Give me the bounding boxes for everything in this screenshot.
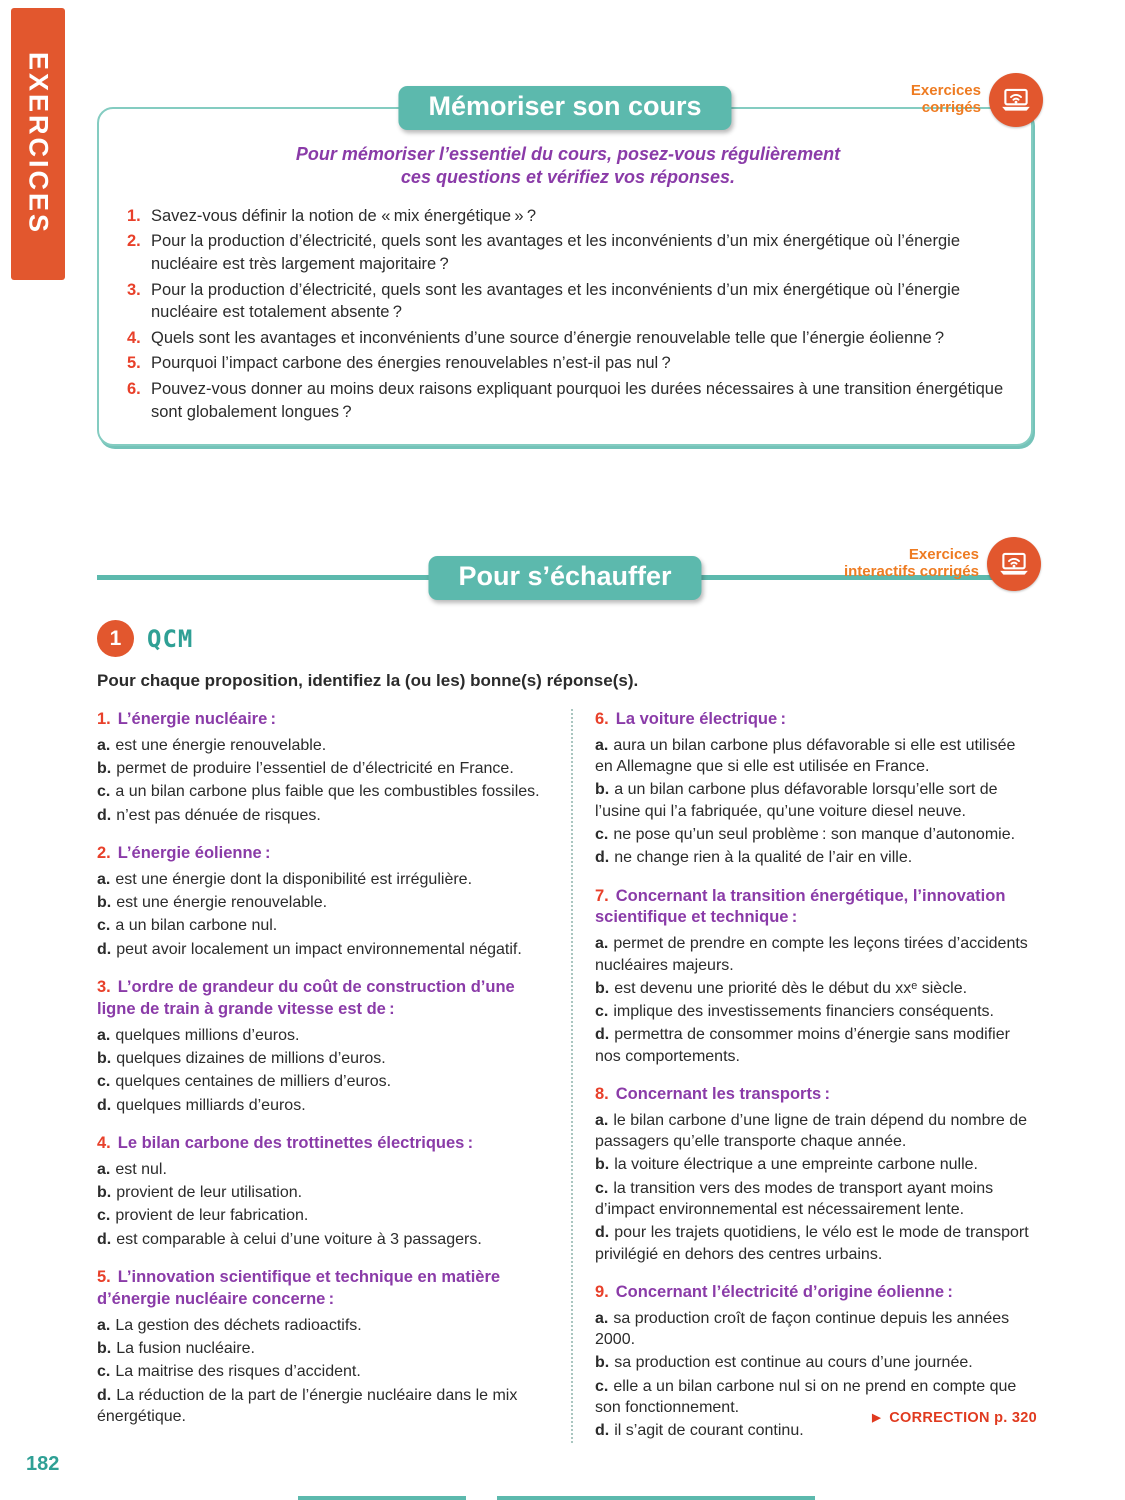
qcm-question-heading: L’énergie éolienne :	[117, 844, 271, 862]
question-text: Pour la production d’électricité, quels sont les avantages et les inconvénients d’un mix énergétique où l’énergie nucléaire est très largement majoritaire ?	[151, 232, 960, 273]
qcm-option-letter: a.	[97, 1026, 111, 1044]
qcm-option-text: La maitrise des risques d’accident.	[115, 1363, 361, 1381]
qcm-question	[97, 1267, 551, 1427]
qcm-question	[595, 709, 1035, 869]
question-number: 6.	[127, 379, 141, 398]
qcm-option	[97, 1361, 551, 1382]
qcm-question	[97, 709, 551, 826]
qcm-option-letter: c.	[97, 1363, 111, 1381]
qcm-option-text: a un bilan carbone plus défavorable lorsqu’elle sort de l’usine qui l’a fabriquée, qu’une voiture diesel neuve.	[595, 781, 998, 820]
qcm-option	[97, 1071, 551, 1092]
qcm-option-text: le bilan carbone d’une ligne de train dépend du nombre de passagers qu’elle transporte chaque année.	[595, 1111, 1027, 1151]
qcm-option-text: provient de leur fabrication.	[115, 1207, 309, 1225]
qcm-option-letter: a.	[97, 1316, 111, 1334]
qcm-question-heading: L’énergie nucléaire :	[117, 710, 277, 728]
memoriser-box	[97, 107, 1033, 446]
qcm-header	[97, 620, 1035, 657]
exercices-sidebar-tab	[11, 8, 65, 280]
page-number: 182	[26, 1453, 60, 1475]
memoriser-title: Mémoriser son cours	[428, 91, 702, 121]
qcm-option-letter: d.	[97, 806, 112, 824]
qcm-option	[97, 1315, 551, 1336]
memo-questions	[127, 205, 1009, 423]
qcm-question-heading: Concernant la transition énergétique, l’innovation scientifique et technique :	[595, 886, 1006, 927]
exercices-interactifs-badge	[844, 537, 1041, 591]
qcm-option	[595, 1001, 1035, 1022]
laptop-wifi-icon	[989, 73, 1043, 127]
qcm-option-text: implique des investissements financiers conséquents.	[613, 1003, 994, 1021]
qcm-option-letter: c.	[97, 783, 111, 801]
qcm-question-number: 1.	[97, 710, 111, 728]
qcm-option-letter: d.	[97, 1386, 112, 1404]
memo-question	[127, 327, 1009, 350]
qcm-question-title	[97, 843, 551, 865]
question-number: 3.	[127, 280, 141, 299]
qcm-question-number: 9.	[595, 1282, 609, 1301]
qcm-option-letter: b.	[595, 1354, 610, 1372]
qcm-question-title	[595, 1084, 1035, 1106]
qcm-option	[595, 978, 1035, 999]
echauffer-title: Pour s’échauffer	[458, 561, 672, 591]
qcm-option	[595, 1308, 1035, 1351]
qcm-question	[595, 886, 1035, 1067]
qcm-option	[595, 735, 1035, 778]
memo-question	[127, 378, 1009, 423]
qcm-option	[97, 1095, 551, 1116]
qcm-option	[595, 847, 1035, 868]
qcm-option-letter: b.	[97, 1050, 112, 1068]
qcm-option-letter: b.	[595, 781, 610, 799]
qcm-option-text: est nul.	[115, 1160, 167, 1178]
qcm-option-text: pour les trajets quotidiens, le vélo est le mode de transport privilégié en dehors des centres urbains.	[595, 1224, 1029, 1263]
qcm-option-letter: d.	[595, 1422, 610, 1440]
qcm-option	[97, 758, 551, 779]
qcm-option-text: est devenu une priorité dès le début du xxᵉ siècle.	[614, 979, 968, 997]
qcm-option	[595, 1024, 1035, 1067]
qcm-question-heading: L’innovation scientifique et technique en matière d’énergie nucléaire concerne :	[97, 1267, 501, 1308]
qcm-option-text: aura un bilan carbone plus défavorable si elle est utilisée en Allemagne que si elle est utilisée en France.	[595, 736, 1016, 776]
qcm-option-text: permet de prendre en compte les leçons tirées d’accidents nucléaires majeurs.	[595, 935, 1028, 974]
question-text: Pour la production d’électricité, quels sont les avantages et les inconvénients d’un mix énergétique où l’énergie nucléaire est totalement absente ?	[151, 280, 960, 322]
qcm-option-letter: d.	[595, 1224, 610, 1242]
qcm-option	[595, 933, 1035, 976]
qcm-option-text: quelques millions d’euros.	[115, 1026, 300, 1044]
qcm-option	[97, 1048, 551, 1069]
qcm-option-letter: d.	[97, 1230, 112, 1248]
qcm-option	[97, 1338, 551, 1359]
qcm-option-letter: c.	[595, 1003, 609, 1021]
page-bleed-marks	[0, 1495, 1125, 1500]
qcm-option-text: permet de produire l’essentiel de d’électricité en France.	[116, 760, 514, 778]
qcm-option-letter: d.	[97, 1096, 112, 1114]
qcm-option-text: permettra de consommer moins d’énergie sans modifier nos comportements.	[595, 1026, 1010, 1065]
qcm-question-title	[97, 1133, 551, 1155]
memo-question	[127, 352, 1009, 375]
qcm-option	[595, 1154, 1035, 1175]
memoriser-intro-line: Pour mémoriser l’essentiel du cours, posez-vous régulièrement	[295, 144, 841, 164]
qcm-question-number: 4.	[97, 1133, 111, 1152]
exercices-corriges-badge	[911, 73, 1043, 127]
qcm-option-text: provient de leur utilisation.	[116, 1184, 303, 1202]
qcm-option-text: la voiture électrique a une empreinte carbone nulle.	[614, 1156, 978, 1174]
qcm-title: QCM	[147, 624, 194, 653]
sidebar-label: EXERCICES	[23, 52, 54, 236]
qcm-option	[97, 869, 551, 890]
qcm-section	[97, 620, 1035, 1443]
badge-label	[911, 83, 981, 117]
qcm-option-text: sa production croît de façon continue depuis les années 2000.	[595, 1309, 1010, 1348]
qcm-option-letter: d.	[595, 849, 610, 867]
qcm-option	[97, 915, 551, 936]
badge-label-line: corrigés	[921, 99, 981, 116]
qcm-option-letter: a.	[595, 1309, 609, 1327]
qcm-option-text: est une énergie dont la disponibilité est irrégulière.	[115, 870, 473, 888]
qcm-question-number: 7.	[595, 886, 609, 905]
qcm-option	[97, 781, 551, 802]
qcm-column-right	[571, 709, 1035, 1443]
memoriser-intro	[127, 143, 1009, 190]
qcm-question-title	[97, 977, 551, 1021]
qcm-option-letter: c.	[595, 1179, 609, 1197]
echauffer-banner	[428, 556, 701, 600]
correction-text: CORRECTION p. 320	[889, 1410, 1037, 1426]
qcm-option-letter: c.	[97, 1207, 111, 1225]
laptop-wifi-icon	[987, 537, 1041, 591]
memoriser-intro-line: ces questions et vérifiez vos réponses.	[400, 167, 736, 188]
qcm-option-letter: a.	[97, 736, 111, 754]
qcm-option-text: ne pose qu’un seul problème : son manque d’autonomie.	[613, 826, 1016, 843]
question-number: 4.	[127, 328, 141, 347]
question-text: Pouvez-vous donner au moins deux raisons expliquant pourquoi les durées nécessaires à une transition énergétique sont globalement longues ?	[151, 379, 1004, 421]
question-text: Savez-vous définir la notion de « mix énergétique » ?	[151, 206, 537, 225]
qcm-option	[97, 939, 551, 960]
correction-reference	[872, 1410, 1037, 1426]
qcm-question-heading: Concernant l’électricité d’origine éolienne :	[615, 1282, 953, 1301]
qcm-question-title	[97, 1267, 551, 1311]
qcm-question-number: 3.	[97, 978, 111, 996]
qcm-option-text: est une énergie renouvelable.	[115, 736, 327, 754]
qcm-option	[595, 1110, 1035, 1153]
qcm-question	[97, 843, 551, 960]
exercise-number: 1	[109, 626, 122, 650]
qcm-question-number: 6.	[595, 710, 609, 728]
qcm-question-heading: Concernant les transports :	[615, 1085, 830, 1103]
qcm-option-letter: b.	[97, 1340, 112, 1358]
qcm-option-text: est comparable à celui d’une voiture à 3 passagers.	[116, 1230, 482, 1248]
qcm-question-title	[595, 886, 1035, 930]
qcm-option-text: La fusion nucléaire.	[116, 1340, 255, 1358]
qcm-option-text: elle a un bilan carbone nul si on ne prend en compte que son fonctionnement.	[595, 1377, 1017, 1416]
badge-label-line: Exercices	[908, 546, 979, 564]
qcm-option-letter: a.	[595, 1111, 609, 1129]
qcm-option-letter: c.	[595, 826, 609, 843]
qcm-instruction: Pour chaque proposition, identifiez la (ou les) bonne(s) réponse(s).	[97, 671, 639, 690]
qcm-option	[97, 1182, 551, 1203]
qcm-option	[97, 805, 551, 826]
qcm-option-text: est une énergie renouvelable.	[116, 894, 328, 912]
qcm-question	[97, 1133, 551, 1250]
qcm-option	[97, 1025, 551, 1046]
qcm-option-letter: b.	[97, 760, 112, 778]
qcm-option-text: la transition vers des modes de transport ayant moins d’impact environnemental est nécessairement lente.	[595, 1179, 994, 1218]
qcm-question-number: 5.	[97, 1267, 111, 1286]
qcm-columns	[97, 709, 1035, 1443]
qcm-option-text: quelques centaines de milliers d’euros.	[115, 1073, 392, 1091]
qcm-option-text: ne change rien à la qualité de l’air en ville.	[614, 849, 913, 867]
qcm-question-title	[97, 709, 551, 731]
qcm-option-letter: c.	[97, 1073, 111, 1091]
qcm-option-letter: b.	[97, 894, 112, 912]
qcm-option-letter: a.	[97, 1160, 111, 1178]
qcm-option	[595, 779, 1035, 822]
memoriser-section	[97, 82, 1033, 446]
qcm-option	[595, 1352, 1035, 1373]
exercise-number-badge	[97, 620, 134, 657]
qcm-option-letter: a.	[595, 935, 609, 953]
qcm-option	[97, 1229, 551, 1250]
qcm-option	[97, 1159, 551, 1180]
badge-label-line: interactifs corrigés	[843, 563, 979, 580]
qcm-option	[595, 1178, 1035, 1221]
qcm-option	[595, 824, 1035, 845]
qcm-option-text: il s’agit de courant continu.	[614, 1422, 804, 1440]
qcm-question-number: 2.	[97, 844, 111, 862]
bleed-mark	[497, 1496, 815, 1500]
qcm-option-text: quelques dizaines de millions d’euros.	[116, 1050, 386, 1068]
qcm-option-text: a un bilan carbone nul.	[115, 917, 278, 935]
qcm-option	[595, 1222, 1035, 1265]
memo-question	[127, 279, 1009, 324]
question-number: 1.	[127, 206, 141, 225]
echauffer-section	[97, 546, 1033, 618]
qcm-option	[97, 1385, 551, 1428]
qcm-question-heading: Le bilan carbone des trottinettes électriques :	[117, 1133, 474, 1152]
question-text: Quels sont les avantages et inconvénients d’une source d’énergie renouvelable telle que l’énergie éolienne ?	[151, 328, 945, 347]
qcm-question	[595, 1084, 1035, 1265]
memo-question	[127, 205, 1009, 228]
qcm-option-text: n’est pas dénuée de risques.	[116, 806, 321, 824]
qcm-option	[97, 892, 551, 913]
qcm-option-letter: d.	[97, 940, 112, 958]
bleed-mark	[298, 1496, 466, 1500]
qcm-option-letter: b.	[97, 1184, 112, 1202]
qcm-option-text: a un bilan carbone plus faible que les combustibles fossiles.	[115, 783, 540, 801]
qcm-question	[97, 977, 551, 1116]
memo-question	[127, 230, 1009, 275]
qcm-question-number: 8.	[595, 1085, 609, 1103]
qcm-option	[97, 735, 551, 756]
qcm-question-title	[595, 1282, 1035, 1304]
qcm-option-text: La gestion des déchets radioactifs.	[115, 1316, 362, 1334]
qcm-option-text: sa production est continue au cours d’une journée.	[614, 1354, 973, 1372]
question-number: 5.	[127, 354, 141, 373]
qcm-option	[97, 1205, 551, 1226]
question-number: 2.	[127, 232, 141, 251]
qcm-option-letter: a.	[595, 736, 609, 754]
correction-arrow-icon: ▶	[872, 1412, 881, 1424]
qcm-option-letter: b.	[595, 979, 610, 997]
badge-label	[844, 547, 979, 581]
qcm-option-letter: d.	[595, 1026, 610, 1044]
qcm-option-letter: a.	[97, 870, 111, 888]
qcm-question-title	[595, 709, 1035, 731]
memoriser-banner	[398, 86, 731, 130]
qcm-question-heading: La voiture électrique :	[615, 710, 786, 728]
qcm-option-text: La réduction de la part de l’énergie nucléaire dans le mix énergétique.	[97, 1386, 518, 1425]
qcm-option-letter: b.	[595, 1156, 610, 1174]
badge-label-line: Exercices	[910, 82, 981, 100]
question-text: Pourquoi l’impact carbone des énergies renouvelables n’est-il pas nul ?	[151, 354, 671, 373]
qcm-column-left	[97, 709, 571, 1443]
qcm-option-text: peut avoir localement un impact environnemental négatif.	[116, 940, 522, 958]
qcm-option-letter: c.	[97, 917, 111, 935]
qcm-option-text: quelques milliards d’euros.	[116, 1096, 306, 1114]
qcm-question-heading: L’ordre de grandeur du coût de construction d’une ligne de train à grande vitesse est de :	[97, 978, 515, 1018]
qcm-option-letter: c.	[595, 1377, 609, 1395]
